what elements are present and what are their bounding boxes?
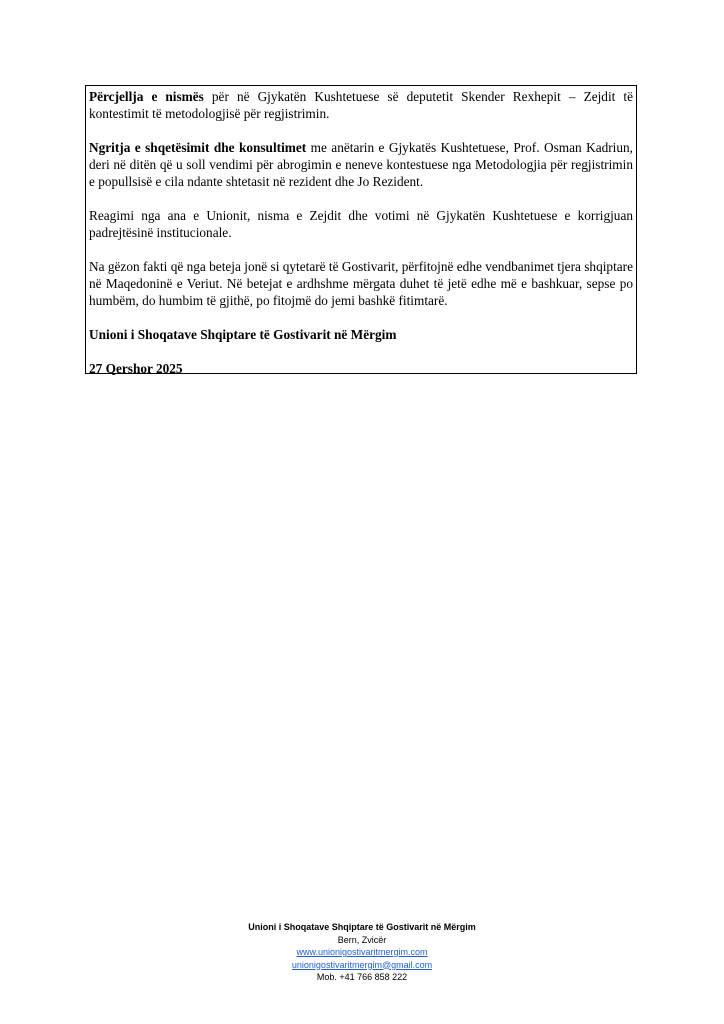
footer-website-link[interactable]: www.unionigostivaritmergim.com	[296, 947, 428, 957]
document-date	[89, 360, 633, 377]
footer-email-link[interactable]: unionigostivaritmergim@gmail.com	[291, 959, 433, 970]
paragraph-initiative-text: për në Gjykatën Kushtetuese së deputetit Skender Rexhepit – Zejdit të kontestimit të metodologjisë për regjistrimin.	[89, 89, 633, 121]
document-date-text: 27 Qershor 2025	[89, 361, 183, 376]
signature-text: Unioni i Shoqatave Shqiptare të Gostivarit në Mërgim	[89, 327, 397, 342]
paragraph-conclusion-text: Na gëzon fakti që nga beteja jonë si qytetarë të Gostivarit, përfitojnë edhe vendbanimet tjera shqiptare në Maqedoninë e Veriut. Në betejat e ardhshme mërgata duhet të jetë edhe më e bashkuar, sepse po humbëm, do humbim të gjithë, po fitojmë do jemi bashkë fitimtarë.	[89, 259, 633, 308]
paragraph-reaction-text: Reagimi nga ana e Unionit, nisma e Zejdit dhe votimi në Gjykatën Kushtetuese e korrigjuan padrejtësinë institucionale.	[89, 208, 633, 240]
paragraph-conclusion	[89, 258, 633, 309]
document-content-box	[85, 85, 637, 374]
paragraph-initiative	[89, 88, 633, 122]
footer-phone: Mob. +41 766 858 222	[316, 972, 408, 982]
footer-organization: Unioni i Shoqatave Shqiptare të Gostivarit në Mërgim	[248, 922, 476, 932]
signature	[89, 326, 633, 343]
footer-location: Bern, Zvicër	[337, 934, 387, 945]
paragraph-consultations	[89, 139, 633, 190]
paragraph-reaction	[89, 207, 633, 241]
paragraph-consultations-text: me anëtarin e Gjykatës Kushtetuese, Prof. Osman Kadriun, deri në ditën që u soll vendimi për abrogimin e neneve kontestuese nga Metodologjia për regjistrimin e popullsisë e cila ndante shtetasit në rezident dhe Jo Rezident.	[89, 140, 633, 189]
paragraph-initiative-heading: Përcjellja e nismës	[89, 89, 204, 104]
page-footer	[0, 921, 724, 984]
paragraph-consultations-heading: Ngritja e shqetësimit dhe konsultimet	[89, 140, 307, 155]
